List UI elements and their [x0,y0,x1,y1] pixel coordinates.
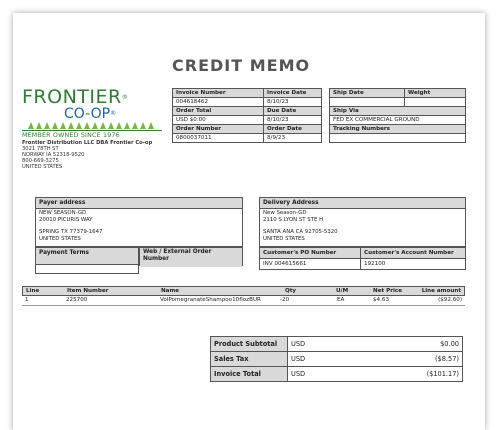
logo-coop-left: CO [64,106,86,122]
invoice-number: 004618462 [173,98,264,107]
col-um: U/M [336,288,349,294]
payment-terms-box [35,247,139,274]
row-line: 1 [25,297,29,303]
sales-tax-label: Sales Tax [211,352,288,367]
delivery-line2: 2110 S LYON ST STE H [263,216,324,223]
company-country: UNITED STATES [22,164,63,170]
subtotal-currency: USD [291,340,306,348]
logo-registered-mark: ® [121,94,129,101]
payer-address-box [35,197,243,247]
order-total-label: Order Total [173,107,264,116]
order-number-label: Order Number [173,125,264,134]
payer-line4: UNITED STATES [39,235,81,242]
company-street: 3021 78TH ST [22,146,59,152]
order-total: USD $0.00 [173,116,264,125]
invoice-date-label: Invoice Date [264,89,322,98]
row-name: VolPomegranateShampoo10flozBUR [160,297,261,303]
line-items-header [22,286,465,296]
frontier-logo [22,88,162,139]
delivery-line4: UNITED STATES [263,235,305,242]
payment-terms-label: Payment Terms [36,248,138,265]
total-currency: USD [291,370,306,378]
invoice-number-label: Invoice Number [173,89,264,98]
customer-po-number: INV 004615661 [260,259,361,270]
payer-line2: 20010 PICURIS WAY [39,216,93,223]
col-net-price: Net Price [373,288,402,294]
col-line-amount: Line amount [421,288,461,294]
row-net-price: $4.63 [372,297,389,303]
company-address [22,140,152,170]
weight [405,98,466,107]
due-date-label: Due Date [264,107,322,116]
row-line-amount: ($92.60) [438,297,462,303]
delivery-line1: New Season-GD [263,210,307,216]
row-um: EA [337,297,345,303]
logo-coop-right: OP [90,106,111,122]
web-order-label: Web / External Order Number [140,248,242,267]
company-name: Frontier Distribution LLC DBA Frontier Co-op [22,140,153,146]
ship-via: FED EX COMMERCIAL GROUND [330,116,466,125]
col-item-number: Item Number [67,288,109,294]
order-date: 8/9/23 [264,134,322,143]
row-item-number: 225700 [66,297,88,303]
row-qty: -20 [280,297,290,303]
invoice-info-table [172,88,322,143]
ship-date [330,98,405,107]
table-row [22,296,465,306]
web-order-box [139,247,243,266]
ship-date-label: Ship Date [330,89,405,98]
col-name: Name [161,288,180,294]
customer-account-number: 192100 [361,259,466,270]
company-phone: 800-669-3275 [22,158,59,164]
logo-text: FRONTIER [22,86,122,108]
due-date: 8/10/23 [264,116,322,125]
ship-via-label: Ship Via [330,107,466,116]
totals-table [210,336,463,382]
weight-label: Weight [405,89,466,98]
company-city: NORWAY IA 52318-9520 [22,152,85,158]
logo-coop-dash: - [85,106,91,122]
col-line: Line [26,288,40,294]
customer-po-table [259,247,466,270]
delivery-address-label: Delivery Address [260,198,465,209]
document-title: CREDIT MEMO [172,56,311,75]
payer-address-label: Payer address [36,198,242,209]
tracking-numbers [330,134,466,143]
order-number: 0800037011 [173,134,264,143]
col-qty: Qty [285,288,297,294]
logo-tagline: MEMBER OWNED SINCE 1976 [22,130,162,139]
sales-tax: ($8.57) [434,355,459,363]
invoice-date: 8/10/23 [264,98,322,107]
product-subtotal-label: Product Subtotal [211,337,288,352]
payer-line3: SPRING TX 77379-1647 [39,229,103,235]
invoice-total: ($101.17) [426,370,459,378]
delivery-line3: SANTA ANA CA 92705-5320 [263,229,338,235]
logo-trees-icon [28,122,162,129]
customer-account-label: Customer's Account Number [361,248,466,259]
delivery-address-box [259,197,466,247]
tracking-numbers-label: Tracking Numbers [330,125,466,134]
product-subtotal: $0.00 [440,340,459,348]
customer-po-label: Customer's PO Number [260,248,361,259]
order-date-label: Order Date [264,125,322,134]
logo-coop-registered-mark: ® [110,110,117,117]
tax-currency: USD [291,355,306,363]
payer-line1: NEW SEASON-GD [39,210,87,216]
shipping-info-table [329,88,466,143]
invoice-total-label: Invoice Total [211,367,288,382]
